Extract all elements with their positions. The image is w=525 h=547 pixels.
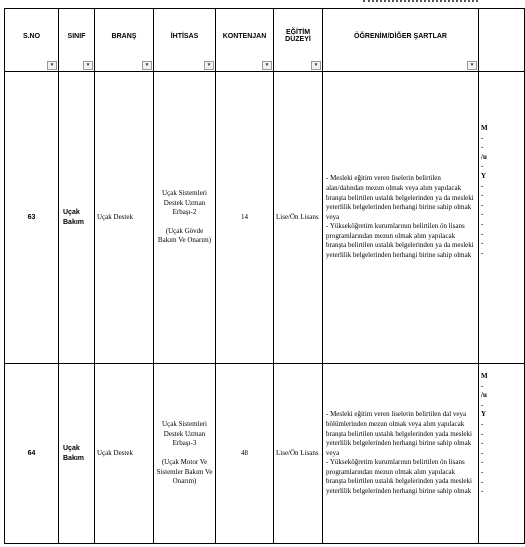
cell-sinif: Uçak Bakım [59, 72, 95, 364]
cut-off-top-text [363, 0, 478, 5]
sart-item: - Mesleki eğitim veren liselerin belirtilen alan/dalından mezun olmak veya alım yapılacak branşta belirtilen ustalık belgelerinden ya da mesleki yeterlilik belgelerinden herhangi birine sahip olmak veya [326, 174, 474, 221]
ihtisas-note: (Uçak Gövde Bakım Ve Onarım) [157, 226, 212, 245]
col-brans: BRANŞ ▾ [95, 9, 154, 72]
ihtisas-name: Uçak Sistemleri Destek Uzman Erbaşı-2 [162, 189, 207, 217]
col-egitim: EĞİTİM DÜZEYİ ▾ [274, 9, 323, 72]
cell-cut-off: M - /u - Y - - - - - - - - [479, 364, 525, 544]
kadro-table [4, 8, 525, 544]
cell-sartlar [323, 364, 479, 544]
filter-dropdown-kontenjan[interactable]: ▾ [262, 61, 272, 70]
header-row [5, 9, 525, 72]
filter-dropdown-egitim[interactable]: ▾ [311, 61, 321, 70]
ihtisas-name: Uçak Sistemleri Destek Uzman Erbaşı-3 [162, 420, 207, 448]
cell-egitim: Lise/Ön Lisans [274, 72, 323, 364]
sart-item: - Yükseköğretim kurumlarının belirtilen ön lisans programlarından mezun olmak alım yapılacak branşta belirtilen ustalık belgelerinden yada mesleki yeterlilik belgelerinden herhangi birine sahip olmak [326, 458, 472, 496]
sart-item: - Mesleki eğitim veren liselerin belirtilen dal veya bölümlerinden mezun olmak veya alım yapılacak branşta belirtilen ustalık belgelerinden yada mesleki yeterlilik belgelerinden herhangi birine sahip olmak veya [326, 410, 472, 457]
cell-egitim: Lise/Ön Lisans [274, 364, 323, 544]
cell-kontenjan: 14 [216, 72, 274, 364]
col-ihtisas: İHTİSAS ▾ [154, 9, 216, 72]
cell-kontenjan: 48 [216, 364, 274, 544]
cell-ihtisas [154, 72, 216, 364]
cell-brans: Uçak Destek [95, 72, 154, 364]
filter-dropdown-brans[interactable]: ▾ [142, 61, 152, 70]
filter-dropdown-sartlar[interactable]: ▾ [467, 61, 477, 70]
cell-ihtisas [154, 364, 216, 544]
table-row [5, 72, 525, 364]
cell-brans: Uçak Destek [95, 364, 154, 544]
col-cut-off [479, 9, 525, 72]
table-row [5, 364, 525, 544]
cell-cut-off: M - - /u - Y - - - - - - - - [479, 72, 525, 364]
ihtisas-note: (Uçak Motor Ve Sistemler Bakım Ve Onarım) [156, 458, 213, 486]
cell-sno: 63 [5, 72, 59, 364]
filter-dropdown-sinif[interactable]: ▾ [83, 61, 93, 70]
filter-dropdown-ihtisas[interactable]: ▾ [204, 61, 214, 70]
filter-dropdown-sno[interactable]: ▾ [47, 61, 57, 70]
col-kontenjan: KONTENJAN ▾ [216, 9, 274, 72]
col-sno: S.NO ▾ [5, 9, 59, 72]
sart-item: - Yükseköğretim kurumlarının belirtilen ön lisans programlarından mezun olmak alım yapılacak branşta belirtilen ustalık belgelerinden ya da mesleki yeterlilik belgelerinden herhangi birine sahip olmak [326, 222, 474, 260]
cell-sartlar [323, 72, 479, 364]
cell-sinif: Uçak Bakım [59, 364, 95, 544]
col-sinif: SINIF ▾ [59, 9, 95, 72]
col-sartlar: ÖĞRENİM/DİĞER ŞARTLAR ▾ [323, 9, 479, 72]
cell-sno: 64 [5, 364, 59, 544]
